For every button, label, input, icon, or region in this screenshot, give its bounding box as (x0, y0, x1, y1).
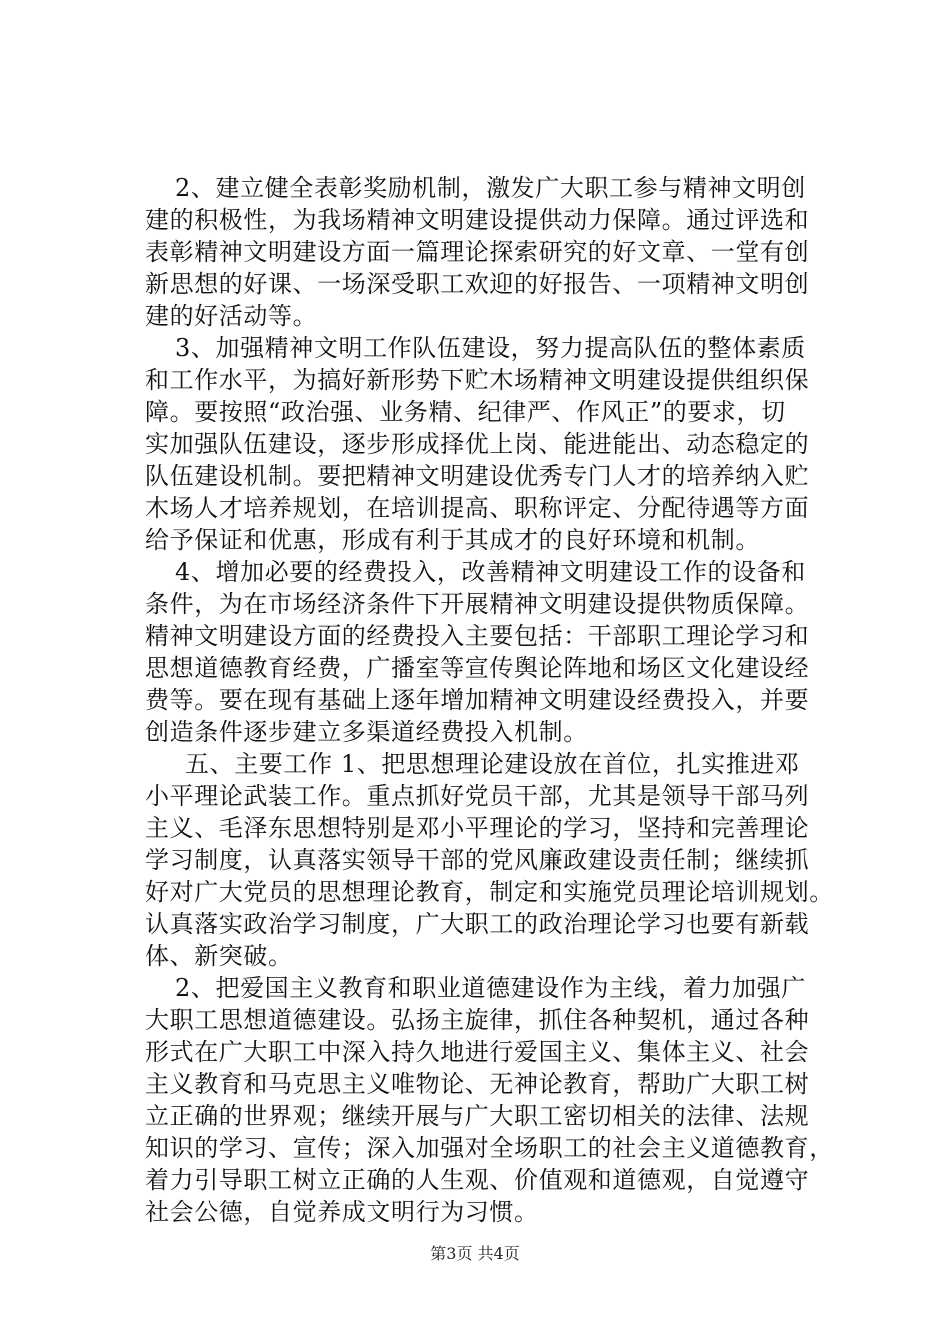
paragraph-line: 主义教育和马克思主义唯物论、无神论教育，帮助广大职工树 (145, 1070, 810, 1098)
paragraph-line: 学习制度，认真落实领导干部的党风廉政建设责任制；继续抓 (145, 846, 810, 874)
paragraph-line: 表彰精神文明建设方面一篇理论探索研究的好文章、一堂有创 (145, 238, 810, 266)
paragraph-line: 木场人才培养规划，在培训提高、职称评定、分配待遇等方面 (145, 494, 810, 522)
paragraph-line: 着力引导职工树立正确的人生观、价值观和道德观，自觉遵守 (145, 1166, 810, 1194)
document-body (145, 172, 835, 1228)
paragraph-line: 认真落实政治学习制度，广大职工的政治理论学习也要有新载 (145, 910, 810, 938)
paragraph-line: 建的积极性，为我场精神文明建设提供动力保障。通过评选和 (145, 206, 810, 234)
paragraph-line: 好对广大党员的思想理论教育，制定和实施党员理论培训规划。 (145, 878, 834, 906)
paragraph-line: 队伍建设机制。要把精神文明建设优秀专门人才的培养纳入贮 (145, 462, 810, 490)
paragraph-line: 2、把爱国主义教育和职业道德建设作为主线，着力加强广 (175, 974, 806, 1002)
paragraph-line: 和工作水平，为搞好新形势下贮木场精神文明建设提供组织保 (145, 366, 810, 394)
paragraph-line: 实加强队伍建设，逐步形成择优上岗、能进能出、动态稳定的 (145, 430, 810, 458)
paragraph-line: 立正确的世界观；继续开展与广大职工密切相关的法律、法规 (145, 1102, 810, 1130)
paragraph-line: 创造条件逐步建立多渠道经费投入机制。 (145, 718, 588, 746)
paragraph-line: 主义、毛泽东思想特别是邓小平理论的学习，坚持和完善理论 (145, 814, 810, 842)
page-number: 第3页 共4页 (430, 1244, 520, 1263)
paragraph-line: 2、建立健全表彰奖励机制，激发广大职工参与精神文明创 (175, 174, 806, 202)
paragraph-line: 体、新突破。 (145, 942, 293, 970)
paragraph-line: 给予保证和优惠，形成有利于其成才的良好环境和机制。 (145, 526, 760, 554)
paragraph-line: 4、增加必要的经费投入，改善精神文明建设工作的设备和 (175, 558, 806, 586)
paragraph-line: 社会公德，自觉养成文明行为习惯。 (145, 1198, 539, 1226)
paragraph-line: 费等。要在现有基础上逐年增加精神文明建设经费投入，并要 (145, 686, 810, 714)
paragraph-line: 建的好活动等。 (145, 302, 318, 330)
paragraph-line: 3、加强精神文明工作队伍建设，努力提高队伍的整体素质 (175, 334, 806, 362)
paragraph-line: 知识的学习、宣传；深入加强对全场职工的社会主义道德教育， (145, 1134, 834, 1162)
paragraph-line: 精神文明建设方面的经费投入主要包括：干部职工理论学习和 (145, 622, 810, 650)
paragraph-line: 大职工思想道德建设。弘扬主旋律，抓住各种契机，通过各种 (145, 1006, 810, 1034)
paragraph-line: 五、主要工作 1、把思想理论建设放在首位，扎实推进邓 (185, 750, 800, 778)
paragraph-line: 障。要按照“政治强、业务精、纪律严、作风正”的要求，切 (145, 398, 786, 426)
paragraph-line: 形式在广大职工中深入持久地进行爱国主义、集体主义、社会 (145, 1038, 810, 1066)
paragraph-line: 新思想的好课、一场深受职工欢迎的好报告、一项精神文明创 (145, 270, 810, 298)
paragraph-line: 条件，为在市场经济条件下开展精神文明建设提供物质保障。 (145, 590, 810, 618)
paragraph-line: 小平理论武装工作。重点抓好党员干部，尤其是领导干部马列 (145, 782, 810, 810)
paragraph-line: 思想道德教育经费，广播室等宣传舆论阵地和场区文化建设经 (145, 654, 810, 682)
